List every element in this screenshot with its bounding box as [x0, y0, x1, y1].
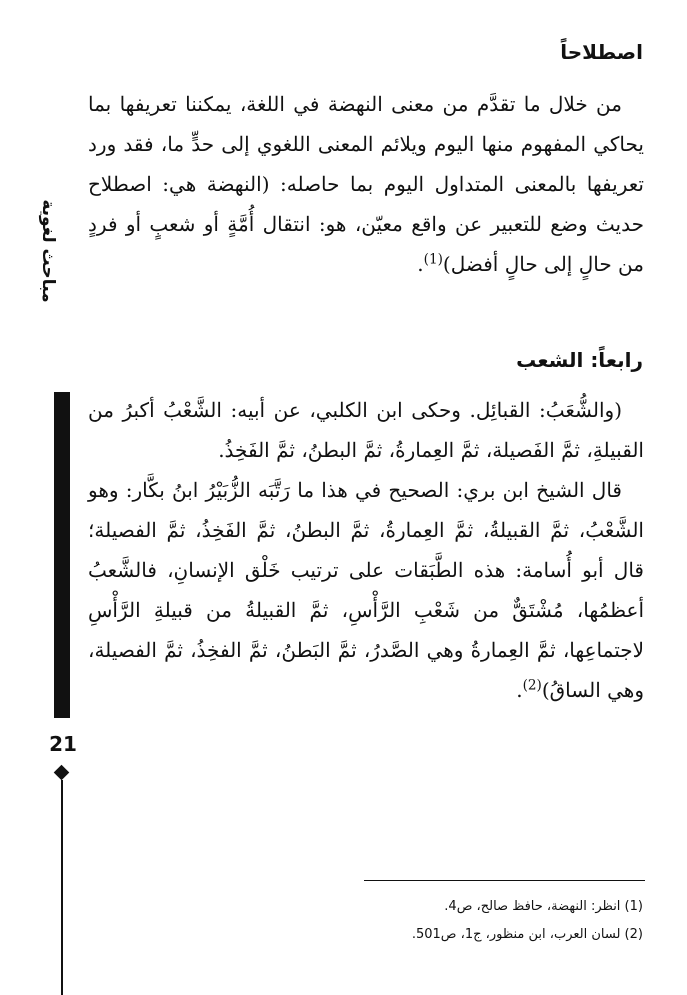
diamond-icon	[54, 765, 70, 781]
section2-body	[88, 390, 644, 710]
running-title: مباحث لغوية	[38, 199, 58, 303]
section1-paragraph	[88, 84, 644, 284]
footnotes	[313, 893, 643, 949]
footnote-1: (1) انظر: النهضة، حافظ صالح، ص4.	[444, 899, 643, 914]
section-heading-shaab: رابعاً: الشعب	[516, 348, 643, 372]
citation-2: (2)	[522, 677, 542, 694]
section2-paragraph-1: (والشُّعَبُ: القبائِل. وحكى ابن الكلبي، عن أبيه: الشَّعْبُ أكبرُ من القبيلةِ، ثمَّ الفَصيلة، ثمَّ العِمارةُ، ثمَّ البطنُ، ثمَّ الفَخِذُ.	[88, 398, 644, 462]
sidebar-bar	[54, 392, 70, 718]
page-number: 21	[49, 732, 77, 756]
section2-paragraph-2	[88, 470, 644, 710]
section1-text: من خلال ما تقدَّم من معنى النهضة في اللغة، يمكننا تعريفها بما يحاكي المفهوم منها اليوم ويلائم المعنى اللغوي إلى حدٍّ ما، فقد ورد تعريفها بالمعنى المتداول اليوم بما حاصله: (النهضة هي: اصطلاح حديث وضع للتعبير عن واقع معيّن، هو: انتقال أُمَّةٍ أو شعبٍ أو فردٍ من حالٍ إلى حالٍ أفضل)	[88, 92, 644, 276]
sidebar-line	[61, 780, 63, 995]
section2-period: .	[516, 678, 523, 702]
section2-text: قال الشيخ ابن بري: الصحيح في هذا ما رَتَّبَه الزُّبَيْرُ ابنُ بكَّار: وهو الشَّعْبُ، ثمَّ القبيلةُ، ثمَّ العِمارةُ، ثمَّ البطنُ، ثمَّ الفَخِذُ، ثمَّ الفصيلة؛ قال أبو أُسامة: هذه الطَّبَقات على ترتيب خَلْق الإنسانِ، فالشَّعبُ أعظمُها، مُشْتَقٌّ من شَعْبِ الرَّأْسِ، ثمَّ القبيلةُ من قبيلةِ الرَّأْسِ لاجتماعِها، ثمَّ العِمارةُ وهي الصَّدرُ، ثمَّ البَطنُ، ثمَّ الفخِذُ، ثمَّ الفصيلة، وهي الساقُ)	[88, 478, 644, 702]
section1-period: .	[417, 252, 424, 276]
citation-1: (1)	[423, 251, 443, 268]
footnote-2: (2) لسان العرب، ابن منظور، ج1، ص501.	[411, 927, 643, 942]
section-heading-istilahan: اصطلاحاً	[560, 40, 643, 64]
footnote-divider	[364, 880, 645, 881]
section1-body	[88, 84, 644, 284]
